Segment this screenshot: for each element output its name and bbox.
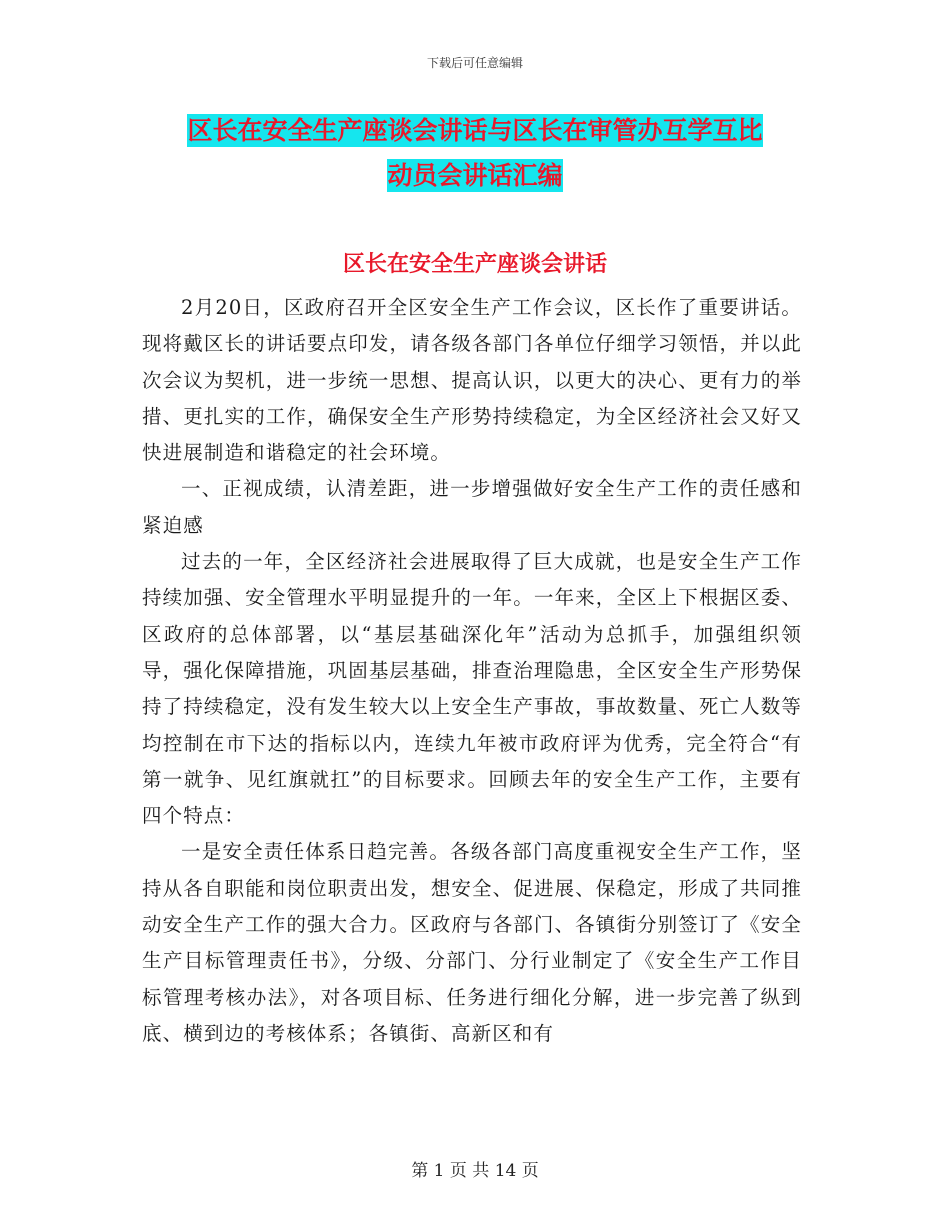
paragraph-3: 过去的一年，全区经济社会进展取得了巨大成就，也是安全生产工作持续加强、安全管理水平明显提升的一年。一年来，全区上下根据区委、区政府的总体部署，以“基层基础深化年”活动为总抓手，加强组织领导，强化保障措施，巩固基层基础，排查治理隐患，全区安全生产形势保持了持续稳定，没有发生较大以上安全生产事故，事故数量、死亡人数等均控制在市下达的指标以内，连续九年被市政府评为优秀，完全符合“有第一就争、见红旗就扛”的目标要求。回顾去年的安全生产工作，主要有四个特点： xyxy=(142,550,802,828)
header-note: 下载后可任意编辑 xyxy=(426,56,523,70)
document-title-line-2: 动员会讲话汇编 xyxy=(387,161,563,190)
paragraph-2: 一、正视成绩，认清差距，进一步增强做好安全生产工作的责任感和紧迫感 xyxy=(142,477,802,537)
document-title-line-1: 区长在安全生产座谈会讲话与区长在审管办互学互比 xyxy=(187,116,763,145)
body-text xyxy=(142,290,802,1052)
document-title xyxy=(150,108,800,198)
paragraph-1: 2月20日，区政府召开全区安全生产工作会议，区长作了重要讲话。现将戴区长的讲话要点印发，请各级各部门各单位仔细学习领悟，并以此次会议为契机，进一步统一思想、提高认识，以更大的决心、更有力的举措、更扎实的工作，确保安全生产形势持续稳定，为全区经济社会又好又快进展制造和谐稳定的社会环境。 xyxy=(142,296,802,465)
section-title: 区长在安全生产座谈会讲话 xyxy=(342,252,607,277)
page-footer: 第 1 页 共 14 页 xyxy=(411,1161,539,1181)
paragraph-4: 一是安全责任体系日趋完善。各级各部门高度重视安全生产工作，坚持从各自职能和岗位职责出发，想安全、促进展、保稳定，形成了共同推动安全生产工作的强大合力。区政府与各部门、各镇街分别签订了《安全生产目标管理责任书》，分级、分部门、分行业制定了《安全生产工作目标管理考核办法》，对各项目标、任务进行细化分解，进一步完善了纵到底、横到边的考核体系；各镇街、高新区和有 xyxy=(142,840,802,1045)
